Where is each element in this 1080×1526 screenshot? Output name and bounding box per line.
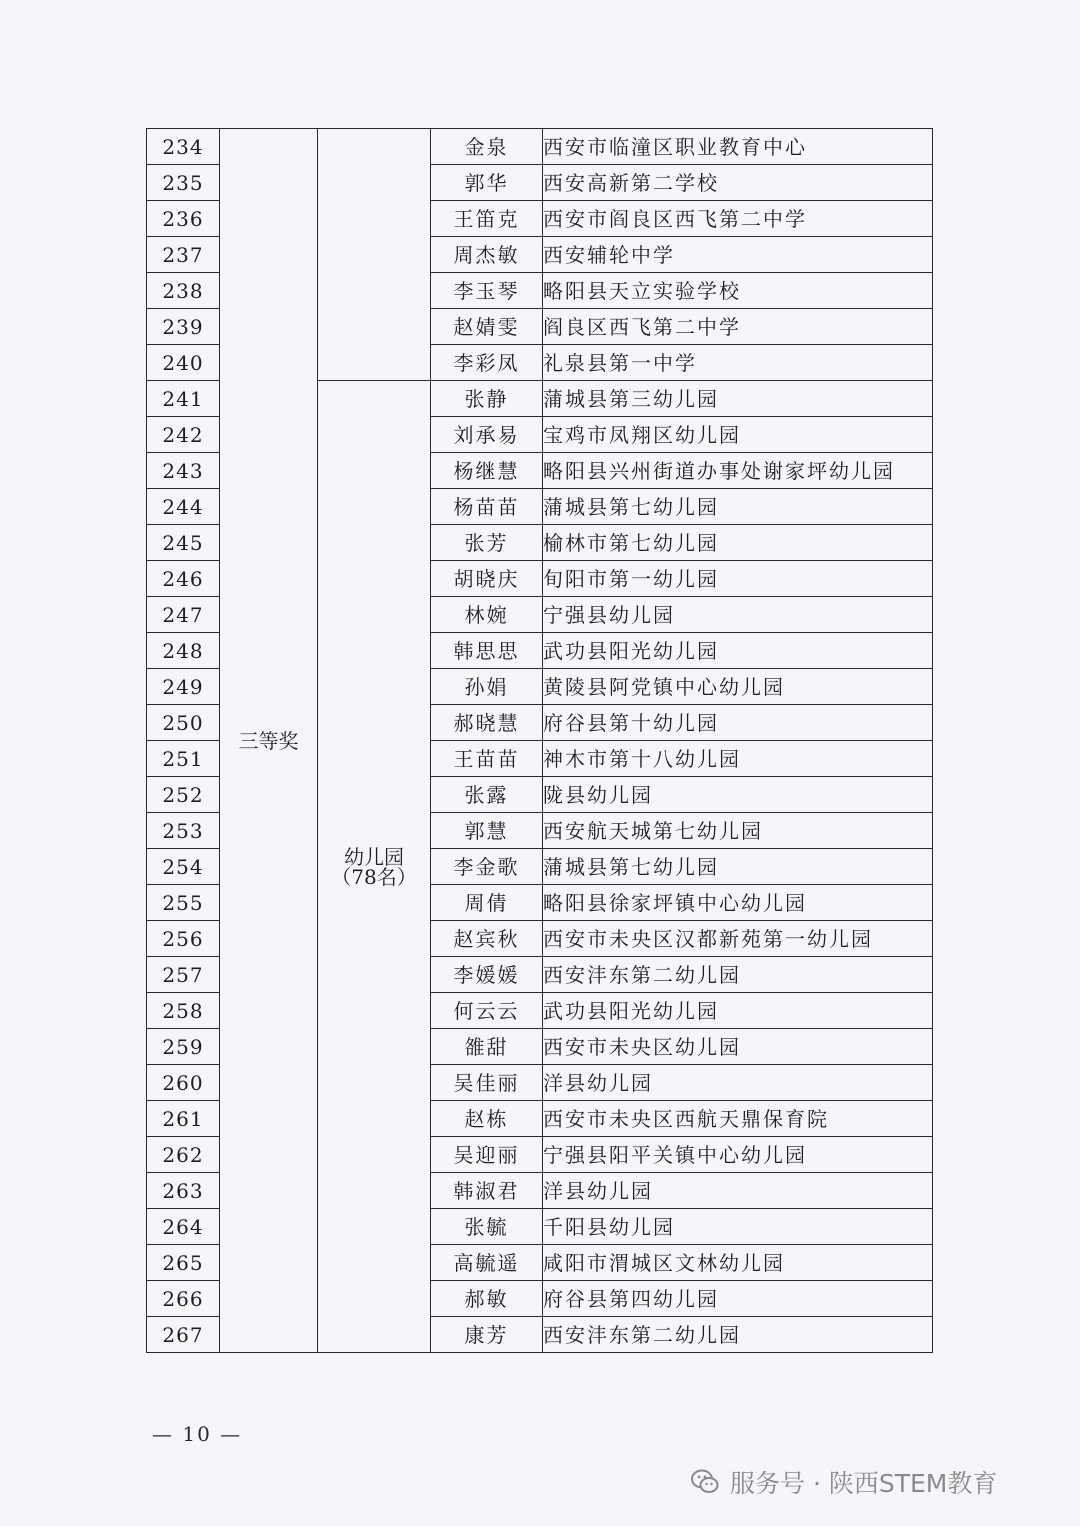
row-number: 238 — [147, 273, 220, 309]
row-number: 248 — [147, 633, 220, 669]
winner-unit: 蒲城县第三幼儿园 — [543, 381, 933, 417]
winner-unit: 西安市未央区汉都新苑第一幼儿园 — [543, 921, 933, 957]
row-number: 247 — [147, 597, 220, 633]
winner-name: 张露 — [431, 777, 543, 813]
winner-name: 赵宾秋 — [431, 921, 543, 957]
row-number: 252 — [147, 777, 220, 813]
row-number: 255 — [147, 885, 220, 921]
winner-unit: 府谷县第十幼儿园 — [543, 705, 933, 741]
winner-name: 张毓 — [431, 1209, 543, 1245]
winner-name: 郝敏 — [431, 1281, 543, 1317]
winner-unit: 西安沣东第二幼儿园 — [543, 1317, 933, 1353]
winner-unit: 榆林市第七幼儿园 — [543, 525, 933, 561]
winner-unit: 西安航天城第七幼儿园 — [543, 813, 933, 849]
winner-unit: 西安市未央区西航天鼎保育院 — [543, 1101, 933, 1137]
award-level-cell: 三等奖 — [220, 129, 318, 1353]
winner-name: 康芳 — [431, 1317, 543, 1353]
row-number: 245 — [147, 525, 220, 561]
winner-name: 周倩 — [431, 885, 543, 921]
row-number: 265 — [147, 1245, 220, 1281]
winner-name: 王笛克 — [431, 201, 543, 237]
row-number: 235 — [147, 165, 220, 201]
group-count: （78名） — [331, 864, 417, 889]
winner-name: 张静 — [431, 381, 543, 417]
row-number: 256 — [147, 921, 220, 957]
winner-unit: 府谷县第四幼儿园 — [543, 1281, 933, 1317]
row-number: 263 — [147, 1173, 220, 1209]
row-number: 243 — [147, 453, 220, 489]
winner-name: 吴迎丽 — [431, 1137, 543, 1173]
watermark-text: 服务号 · 陕西STEM教育 — [730, 1469, 998, 1498]
winner-unit: 宁强县幼儿园 — [543, 597, 933, 633]
winner-name: 王苗苗 — [431, 741, 543, 777]
winner-name: 张芳 — [431, 525, 543, 561]
winner-name: 李金歌 — [431, 849, 543, 885]
row-number: 254 — [147, 849, 220, 885]
row-number: 261 — [147, 1101, 220, 1137]
winner-unit: 洋县幼儿园 — [543, 1173, 933, 1209]
winner-name: 杨继慧 — [431, 453, 543, 489]
row-number: 264 — [147, 1209, 220, 1245]
row-number: 251 — [147, 741, 220, 777]
group-label: 幼儿园 — [344, 844, 404, 869]
winner-name: 韩淑君 — [431, 1173, 543, 1209]
wechat-icon — [690, 1467, 720, 1497]
winner-name: 孙娟 — [431, 669, 543, 705]
row-number: 240 — [147, 345, 220, 381]
winner-name: 李彩凤 — [431, 345, 543, 381]
winner-unit: 阎良区西飞第二中学 — [543, 309, 933, 345]
winner-unit: 陇县幼儿园 — [543, 777, 933, 813]
row-number: 260 — [147, 1065, 220, 1101]
row-number: 253 — [147, 813, 220, 849]
row-number: 234 — [147, 129, 220, 165]
winner-name: 刘承易 — [431, 417, 543, 453]
winner-name: 郝晓慧 — [431, 705, 543, 741]
winner-unit: 略阳县兴州街道办事处谢家坪幼儿园 — [543, 453, 933, 489]
previous-group-cell — [318, 129, 431, 381]
winner-unit: 略阳县徐家坪镇中心幼儿园 — [543, 885, 933, 921]
winner-unit: 西安辅轮中学 — [543, 237, 933, 273]
winner-unit: 宁强县阳平关镇中心幼儿园 — [543, 1137, 933, 1173]
winner-name: 郭华 — [431, 165, 543, 201]
winner-name: 韩思思 — [431, 633, 543, 669]
page-number: — 10 — — [152, 1422, 243, 1446]
winner-name: 周杰敏 — [431, 237, 543, 273]
row-number: 249 — [147, 669, 220, 705]
winner-name: 杨苗苗 — [431, 489, 543, 525]
row-number: 237 — [147, 237, 220, 273]
winner-unit: 神木市第十八幼儿园 — [543, 741, 933, 777]
winner-unit: 蒲城县第七幼儿园 — [543, 849, 933, 885]
winner-unit: 洋县幼儿园 — [543, 1065, 933, 1101]
row-number: 246 — [147, 561, 220, 597]
table-row — [147, 129, 933, 165]
winner-unit: 黄陵县阿党镇中心幼儿园 — [543, 669, 933, 705]
roster-body — [147, 129, 933, 1353]
winner-name: 郭慧 — [431, 813, 543, 849]
winner-unit: 西安市未央区幼儿园 — [543, 1029, 933, 1065]
winner-name: 吴佳丽 — [431, 1065, 543, 1101]
row-number: 239 — [147, 309, 220, 345]
winner-unit: 千阳县幼儿园 — [543, 1209, 933, 1245]
winner-name: 高毓遥 — [431, 1245, 543, 1281]
winner-name: 赵婧雯 — [431, 309, 543, 345]
winner-name: 胡晓庆 — [431, 561, 543, 597]
winner-unit: 西安沣东第二幼儿园 — [543, 957, 933, 993]
winner-unit: 武功县阳光幼儿园 — [543, 633, 933, 669]
winner-name: 雒甜 — [431, 1029, 543, 1065]
winner-unit: 旬阳市第一幼儿园 — [543, 561, 933, 597]
row-number: 242 — [147, 417, 220, 453]
winner-name: 李媛媛 — [431, 957, 543, 993]
row-number: 258 — [147, 993, 220, 1029]
group-cell — [318, 381, 431, 1353]
winner-unit: 蒲城县第七幼儿园 — [543, 489, 933, 525]
source-watermark — [690, 1464, 997, 1500]
winner-unit: 宝鸡市凤翔区幼儿园 — [543, 417, 933, 453]
winner-name: 赵栋 — [431, 1101, 543, 1137]
winner-unit: 西安市阎良区西飞第二中学 — [543, 201, 933, 237]
row-number: 262 — [147, 1137, 220, 1173]
row-number: 267 — [147, 1317, 220, 1353]
row-number: 244 — [147, 489, 220, 525]
winner-unit: 武功县阳光幼儿园 — [543, 993, 933, 1029]
winner-name: 何云云 — [431, 993, 543, 1029]
award-roster-table — [146, 128, 933, 1353]
row-number: 259 — [147, 1029, 220, 1065]
winner-unit: 西安高新第二学校 — [543, 165, 933, 201]
row-number: 266 — [147, 1281, 220, 1317]
row-number: 241 — [147, 381, 220, 417]
winner-name: 李玉琴 — [431, 273, 543, 309]
winner-name: 林婉 — [431, 597, 543, 633]
winner-unit: 咸阳市渭城区文林幼儿园 — [543, 1245, 933, 1281]
winner-unit: 礼泉县第一中学 — [543, 345, 933, 381]
row-number: 250 — [147, 705, 220, 741]
row-number: 257 — [147, 957, 220, 993]
winner-unit: 略阳县天立实验学校 — [543, 273, 933, 309]
winner-unit: 西安市临潼区职业教育中心 — [543, 129, 933, 165]
row-number: 236 — [147, 201, 220, 237]
winner-name: 金泉 — [431, 129, 543, 165]
